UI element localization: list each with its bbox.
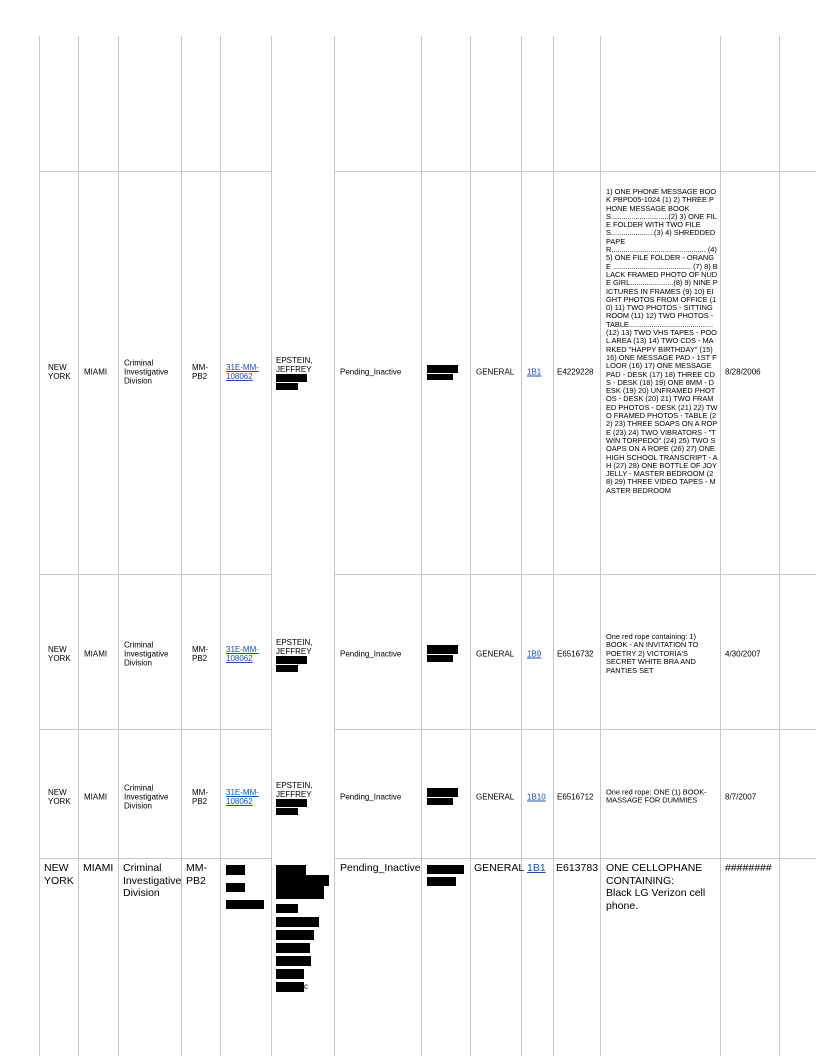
case-number-link[interactable]: 31E-MM-108062 bbox=[226, 788, 259, 806]
redaction-bar bbox=[226, 865, 245, 875]
redaction-bar bbox=[226, 883, 245, 892]
column-divider bbox=[39, 36, 40, 1056]
row-divider bbox=[39, 171, 271, 172]
case-number-link[interactable]: 31E-MM-108062 bbox=[226, 645, 259, 663]
item-number-link[interactable]: 1B10 bbox=[527, 792, 546, 802]
row-divider bbox=[39, 858, 271, 859]
subject-redaction bbox=[276, 799, 328, 815]
field-office-cell: MIAMI bbox=[84, 367, 108, 377]
redaction-bar bbox=[276, 665, 298, 672]
redaction-bar bbox=[276, 917, 319, 927]
column-divider bbox=[470, 36, 471, 1056]
column-divider bbox=[118, 36, 119, 1056]
redaction-bar bbox=[427, 788, 458, 797]
field-office-cell: MIAMI bbox=[83, 862, 114, 874]
subject-name: EPSTEIN, JEFFREY bbox=[276, 356, 313, 374]
subject-redaction bbox=[276, 374, 328, 390]
description-heading: ONE CELLOPHANE CONTAINING: bbox=[606, 862, 703, 887]
column-divider bbox=[553, 36, 554, 1056]
office-cell: NEW YORK bbox=[48, 363, 71, 381]
redaction-bar bbox=[276, 383, 298, 390]
redaction-bar bbox=[276, 982, 304, 992]
barcode-cell: E6516732 bbox=[557, 649, 594, 659]
date-cell: ######## bbox=[725, 862, 772, 874]
office-cell: NEW YORK bbox=[48, 645, 71, 663]
redaction-bar bbox=[276, 886, 324, 899]
office-cell: NEW YORK bbox=[48, 788, 71, 806]
subject-tail: c bbox=[304, 982, 308, 991]
date-cell: 8/28/2006 bbox=[725, 367, 761, 377]
category-cell: GENERAL bbox=[476, 649, 515, 659]
row-divider bbox=[334, 729, 816, 730]
redaction-bar bbox=[226, 900, 264, 909]
division-cell: Criminal Investigative Division bbox=[124, 640, 169, 668]
redaction-bar bbox=[427, 645, 458, 654]
redaction-bar bbox=[427, 865, 464, 874]
redaction-bar bbox=[276, 969, 304, 979]
subject-name: EPSTEIN, JEFFREY bbox=[276, 638, 313, 656]
redaction-bar bbox=[427, 798, 453, 805]
subject-cell bbox=[276, 638, 328, 672]
description-cell: One red rope: ONE (1) BOOK- MASSAGE FOR DUMMIES bbox=[606, 787, 707, 805]
sub-office-cell: MM-PB2 bbox=[186, 862, 207, 887]
case-number-link[interactable]: 31E-MM-108062 bbox=[226, 363, 259, 381]
redaction-bar bbox=[276, 943, 310, 953]
redaction-bar bbox=[427, 374, 453, 380]
redaction-bar bbox=[276, 374, 307, 382]
row-divider bbox=[334, 574, 816, 575]
barcode-cell: E6516712 bbox=[557, 792, 594, 802]
status-cell: Pending_Inactive bbox=[340, 792, 402, 802]
description-cell: One red rope containing: 1) BOOK - AN INVITATION TO POETRY 2) VICTORIA'S SECRET WHITE BRA AND PANTIES SET bbox=[606, 631, 699, 675]
redaction-bar bbox=[427, 365, 458, 373]
subject-cell bbox=[276, 781, 328, 815]
redaction-bar bbox=[276, 875, 329, 886]
redaction-bar bbox=[276, 656, 307, 664]
field-office-cell: MIAMI bbox=[84, 649, 108, 659]
date-cell: 8/7/2007 bbox=[725, 792, 757, 802]
row-divider bbox=[39, 574, 271, 575]
row-divider bbox=[334, 858, 816, 859]
column-divider bbox=[78, 36, 79, 1056]
item-number-link[interactable]: 1B1 bbox=[527, 367, 542, 377]
status-cell: Pending_Inactive bbox=[340, 649, 402, 659]
redaction-bar bbox=[276, 904, 298, 913]
column-divider bbox=[220, 36, 221, 1056]
redaction-bar bbox=[276, 808, 298, 815]
redaction-bar bbox=[427, 655, 453, 662]
item-number-link[interactable]: 1B9 bbox=[527, 649, 542, 659]
subject-redaction bbox=[276, 656, 328, 672]
subject-name: EPSTEIN, JEFFREY bbox=[276, 781, 313, 799]
sub-office-cell: MM-PB2 bbox=[192, 788, 208, 806]
office-cell: NEW YORK bbox=[44, 862, 74, 887]
redaction-bar bbox=[276, 930, 314, 940]
category-cell: GENERAL bbox=[476, 367, 515, 377]
row-divider bbox=[334, 171, 816, 172]
redaction-bar bbox=[276, 865, 306, 875]
sub-office-cell: MM-PB2 bbox=[192, 645, 208, 663]
field-office-cell: MIAMI bbox=[84, 792, 108, 802]
redaction-bar bbox=[276, 799, 307, 807]
column-divider bbox=[779, 36, 780, 1056]
category-cell: GENERAL bbox=[474, 862, 525, 874]
division-cell: Criminal Investigative Division bbox=[124, 783, 169, 811]
division-cell: Criminal Investigative Division bbox=[123, 862, 182, 899]
row-divider bbox=[39, 729, 271, 730]
barcode-cell: E4229228 bbox=[557, 367, 594, 377]
subject-cell bbox=[276, 356, 328, 390]
column-divider bbox=[181, 36, 182, 1056]
column-divider bbox=[421, 36, 422, 1056]
redaction-bar bbox=[276, 956, 311, 966]
description-cell bbox=[606, 862, 716, 912]
barcode-cell: E613783 bbox=[556, 862, 599, 874]
description-cell: 1) ONE PHONE MESSAGE BOOK PBPD05-1024 (1) 2) THREE PHONE MESSAGE BOOKS............................(2) 3) ONE FILE FOLDER WITH TWO FILES.....................(3) 4) SHREDDED PAPER.............................................. (4) 5) ONE FILE FOLDER - ORANGE ...................................... (7) 8) BLACK FRAMED PHOTO OF NUDE GIRL.....................(8) 9) NINE PICTURES IN FRAMES (9) 10) EIGHT PHOTOS FROM OFFICE (10) 11) TWO PHOTOS - SITTING ROOM (11) 12) TWO PHOTOS - TABLE.........................................(12) 13) TWO VHS TAPES - POOL AREA (13) 14) TWO CDS - MARKED "HAPPY BIRTHDAY" (15) 16) ONE MESSAGE PAD - 1ST FLOOR (16) 17) ONE MESSAGE PAD - DESK (17) 18) THREE CDS - DESK (18) 19) ONE 8MM - DESK (19) 20) UNFRAMED PHOTOS - DESK (20) 21) TWO FRAMED PHOTOS - DESK (21) 22) TWO FRAMED PHOTOS - TABLE (22) 23) THREE SOAPS ON A ROPE (23) 24) TWO VIBRATORS - "TWIN TORPEDO" (24) 25) TWO SOAPS ON A ROPE (26) 27) ONE HIGH SCHOOL TRANSCRIPT - AH (27) 28) ONE BOTTLE OF JOY JELLY - MASTER BEDROOM (28) 29) THREE VIDEO TAPES - MASTER BEDROOM bbox=[606, 187, 718, 495]
description-detail: Black LG Verizon cell phone. bbox=[606, 887, 706, 912]
column-divider bbox=[521, 36, 522, 1056]
item-number-link[interactable]: 1B1 bbox=[527, 862, 546, 874]
date-cell: 4/30/2007 bbox=[725, 649, 761, 659]
redaction-bar bbox=[427, 877, 456, 886]
category-cell: GENERAL bbox=[476, 792, 515, 802]
division-cell: Criminal Investigative Division bbox=[124, 358, 169, 386]
status-cell: Pending_Inactive bbox=[340, 367, 402, 377]
sub-office-cell: MM-PB2 bbox=[192, 363, 208, 381]
column-divider bbox=[334, 36, 335, 1056]
status-cell: Pending_Inactive bbox=[340, 862, 421, 874]
column-divider bbox=[271, 36, 272, 1056]
column-divider bbox=[600, 36, 601, 1056]
column-divider bbox=[720, 36, 721, 1056]
